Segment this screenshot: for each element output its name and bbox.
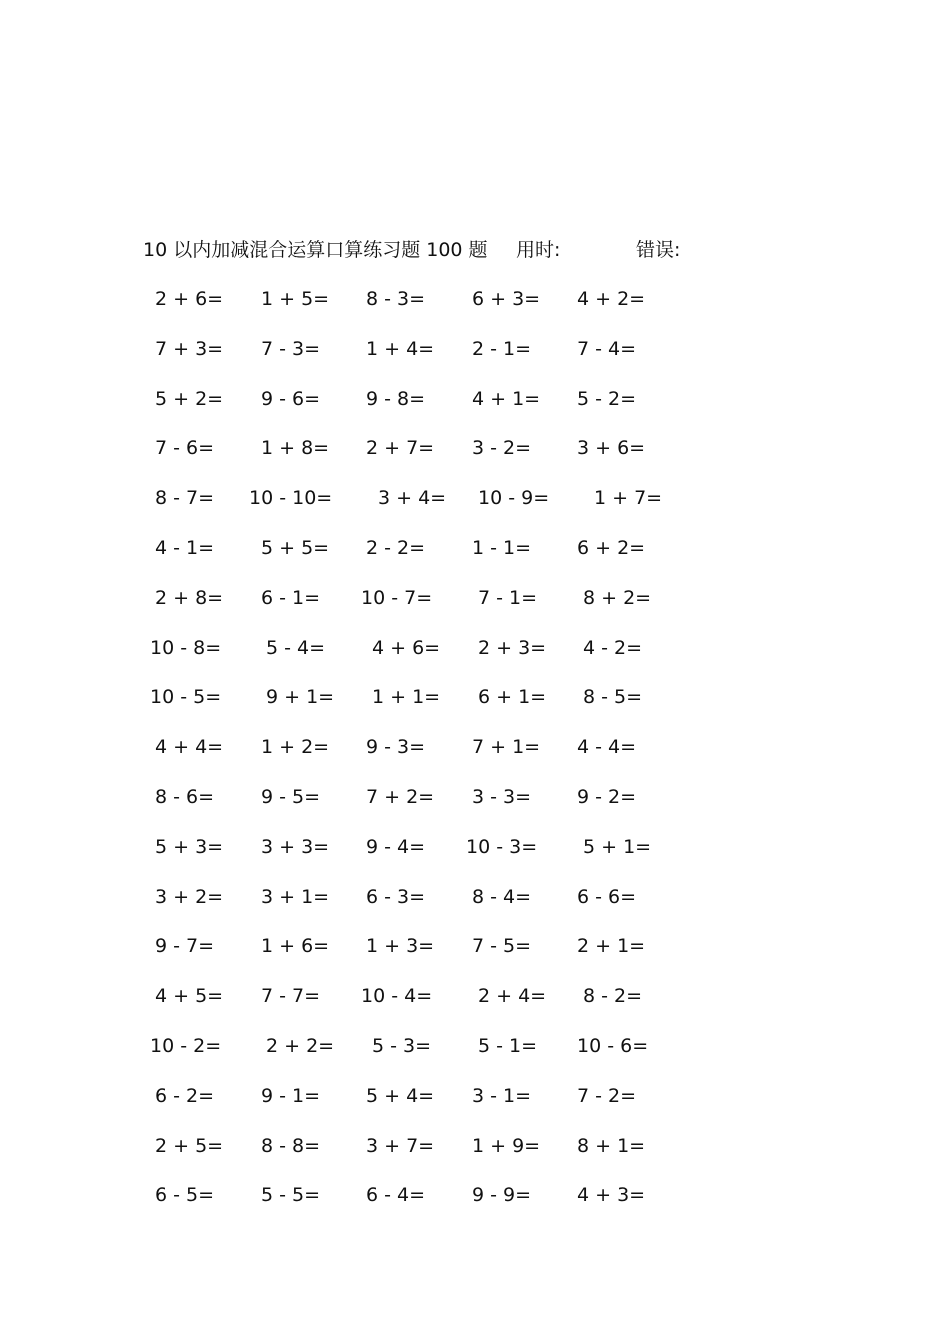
problem-row (0, 584, 950, 634)
problem-row (0, 285, 950, 335)
arithmetic-problem: 5 - 3= (372, 1034, 432, 1057)
arithmetic-problem: 2 + 2= (266, 1034, 335, 1057)
problem-row (0, 1132, 950, 1182)
arithmetic-problem: 4 + 4= (155, 736, 224, 759)
problem-row (0, 335, 950, 385)
arithmetic-problem: 9 - 3= (366, 736, 426, 759)
arithmetic-problem: 4 + 1= (472, 387, 541, 410)
arithmetic-problem: 7 - 7= (261, 985, 321, 1008)
problem-row (0, 1032, 950, 1082)
arithmetic-problem: 9 - 6= (261, 387, 321, 410)
arithmetic-problem: 7 + 3= (155, 337, 224, 360)
arithmetic-problem: 5 + 3= (155, 835, 224, 858)
arithmetic-problem: 9 + 1= (266, 686, 335, 709)
arithmetic-problem: 1 + 9= (472, 1134, 541, 1157)
problem-grid (0, 285, 950, 1231)
arithmetic-problem: 6 - 1= (261, 586, 321, 609)
arithmetic-problem: 4 - 2= (583, 636, 643, 659)
problem-row (0, 733, 950, 783)
arithmetic-problem: 10 - 4= (361, 985, 433, 1008)
arithmetic-problem: 5 - 4= (266, 636, 326, 659)
arithmetic-problem: 3 - 2= (472, 437, 532, 460)
arithmetic-problem: 3 + 2= (155, 885, 224, 908)
arithmetic-problem: 9 - 5= (261, 785, 321, 808)
arithmetic-problem: 1 + 5= (261, 288, 330, 310)
arithmetic-problem: 8 - 2= (583, 985, 643, 1008)
arithmetic-problem: 8 - 3= (366, 288, 426, 310)
arithmetic-problem: 2 + 4= (478, 985, 547, 1008)
errors-label: 错误: (636, 239, 681, 261)
arithmetic-problem: 10 - 2= (150, 1034, 222, 1057)
arithmetic-problem: 9 - 4= (366, 835, 426, 858)
arithmetic-problem: 7 + 1= (472, 736, 541, 759)
arithmetic-problem: 2 + 5= (155, 1134, 224, 1157)
arithmetic-problem: 3 + 3= (261, 835, 330, 858)
problem-row (0, 434, 950, 484)
problem-row (0, 534, 950, 584)
arithmetic-problem: 3 + 7= (366, 1134, 435, 1157)
worksheet-title: 10 以内加减混合运算口算练习题 100 题 (143, 239, 488, 261)
arithmetic-problem: 8 - 6= (155, 785, 215, 808)
arithmetic-problem: 10 - 5= (150, 686, 222, 709)
arithmetic-problem: 7 - 5= (472, 935, 532, 958)
arithmetic-problem: 1 + 3= (366, 935, 435, 958)
arithmetic-problem: 7 - 1= (478, 586, 538, 609)
problem-row (0, 883, 950, 933)
arithmetic-problem: 1 + 4= (366, 337, 435, 360)
arithmetic-problem: 10 - 7= (361, 586, 433, 609)
arithmetic-problem: 7 - 3= (261, 337, 321, 360)
arithmetic-problem: 3 + 4= (378, 487, 447, 510)
arithmetic-problem: 1 + 1= (372, 686, 441, 709)
arithmetic-problem: 2 + 8= (155, 586, 224, 609)
time-taken-label: 用时: (516, 239, 561, 261)
problem-row (0, 1181, 950, 1231)
problem-row (0, 932, 950, 982)
arithmetic-problem: 10 - 8= (150, 636, 222, 659)
problem-row (0, 1082, 950, 1132)
problem-row (0, 982, 950, 1032)
arithmetic-problem: 6 - 6= (577, 885, 637, 908)
arithmetic-problem: 8 - 8= (261, 1134, 321, 1157)
arithmetic-problem: 3 - 1= (472, 1084, 532, 1107)
arithmetic-problem: 6 - 4= (366, 1184, 426, 1207)
arithmetic-problem: 10 - 10= (249, 487, 333, 510)
problem-row (0, 634, 950, 684)
arithmetic-problem: 7 - 2= (577, 1084, 637, 1107)
problem-row (0, 833, 950, 883)
arithmetic-problem: 8 + 1= (577, 1134, 646, 1157)
arithmetic-problem: 4 + 3= (577, 1184, 646, 1207)
arithmetic-problem: 10 - 9= (478, 487, 550, 510)
arithmetic-problem: 8 + 2= (583, 586, 652, 609)
arithmetic-problem: 5 + 4= (366, 1084, 435, 1107)
arithmetic-problem: 2 + 1= (577, 935, 646, 958)
arithmetic-problem: 5 + 2= (155, 387, 224, 410)
arithmetic-problem: 6 + 1= (478, 686, 547, 709)
arithmetic-problem: 4 + 2= (577, 288, 646, 310)
arithmetic-problem: 1 - 1= (472, 536, 532, 559)
arithmetic-problem: 7 - 4= (577, 337, 637, 360)
arithmetic-problem: 9 - 9= (472, 1184, 532, 1207)
problem-row (0, 683, 950, 733)
arithmetic-problem: 8 - 5= (583, 686, 643, 709)
arithmetic-problem: 10 - 6= (577, 1034, 649, 1057)
arithmetic-problem: 9 - 7= (155, 935, 215, 958)
arithmetic-problem: 2 + 3= (478, 636, 547, 659)
arithmetic-problem: 7 - 6= (155, 437, 215, 460)
arithmetic-problem: 1 + 2= (261, 736, 330, 759)
arithmetic-problem: 9 - 1= (261, 1084, 321, 1107)
problem-row (0, 783, 950, 833)
arithmetic-problem: 5 + 1= (583, 835, 652, 858)
arithmetic-problem: 1 + 8= (261, 437, 330, 460)
arithmetic-problem: 6 + 2= (577, 536, 646, 559)
arithmetic-problem: 4 - 1= (155, 536, 215, 559)
arithmetic-problem: 2 - 2= (366, 536, 426, 559)
arithmetic-problem: 2 + 6= (155, 288, 224, 310)
arithmetic-problem: 2 - 1= (472, 337, 532, 360)
arithmetic-problem: 5 - 2= (577, 387, 637, 410)
arithmetic-problem: 6 - 5= (155, 1184, 215, 1207)
arithmetic-problem: 2 + 7= (366, 437, 435, 460)
arithmetic-problem: 4 + 6= (372, 636, 441, 659)
arithmetic-problem: 8 - 4= (472, 885, 532, 908)
arithmetic-problem: 7 + 2= (366, 785, 435, 808)
arithmetic-problem: 4 + 5= (155, 985, 224, 1008)
arithmetic-problem: 6 + 3= (472, 288, 541, 310)
arithmetic-problem: 1 + 7= (594, 487, 663, 510)
arithmetic-problem: 3 + 1= (261, 885, 330, 908)
arithmetic-problem: 8 - 7= (155, 487, 215, 510)
arithmetic-problem: 3 - 3= (472, 785, 532, 808)
problem-row (0, 484, 950, 534)
arithmetic-problem: 9 - 8= (366, 387, 426, 410)
arithmetic-problem: 5 - 1= (478, 1034, 538, 1057)
arithmetic-problem: 5 + 5= (261, 536, 330, 559)
arithmetic-problem: 4 - 4= (577, 736, 637, 759)
arithmetic-problem: 1 + 6= (261, 935, 330, 958)
arithmetic-problem: 6 - 3= (366, 885, 426, 908)
problem-row (0, 385, 950, 435)
arithmetic-problem: 9 - 2= (577, 785, 637, 808)
arithmetic-problem: 10 - 3= (466, 835, 538, 858)
arithmetic-problem: 6 - 2= (155, 1084, 215, 1107)
arithmetic-problem: 3 + 6= (577, 437, 646, 460)
arithmetic-problem: 5 - 5= (261, 1184, 321, 1207)
